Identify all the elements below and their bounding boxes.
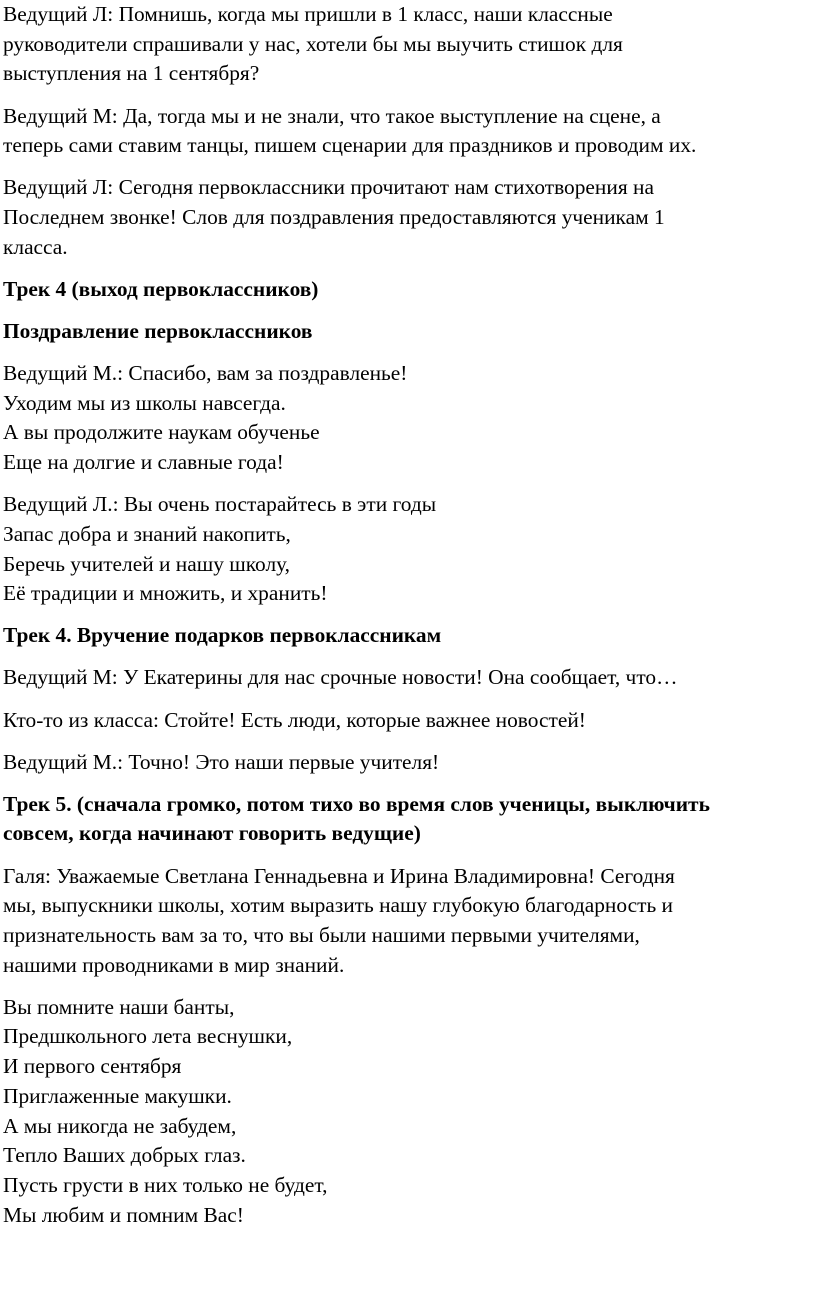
verse-line: Ведущий Л.: Вы очень постарайтесь в эти годы: [3, 492, 437, 517]
text-line: Ведущий М: Да, тогда мы и не знали, что такое выступление на сцене, а: [3, 103, 661, 128]
text-line: Ведущий М: У Екатерины для нас срочные новости! Она сообщает, что…: [3, 665, 678, 690]
text-line: выступления на 1 сентября?: [3, 61, 260, 86]
verse-line: Тепло Ваших добрых глаз.: [3, 1143, 246, 1168]
text-line: Ведущий М.: Точно! Это наши первые учителя!: [3, 749, 440, 774]
heading-text: Трек 5. (сначала громко, потом тихо во время слов ученицы, выключить: [3, 791, 710, 816]
text-line: нашими проводниками в мир знаний.: [3, 952, 345, 977]
heading-text: Трек 4 (выход первоклассников): [3, 276, 319, 301]
paragraph-host-l-announcement: [3, 173, 813, 262]
verse-line: А вы продолжите наукам обученье: [3, 420, 320, 445]
verse-line: Вы помните наши банты,: [3, 994, 235, 1019]
verse-line: А мы никогда не забудем,: [3, 1113, 237, 1138]
heading-congratulations: [3, 317, 813, 347]
paragraph-host-m-teachers: [3, 748, 813, 778]
verse-line: Беречь учителей и нашу школу,: [3, 551, 291, 576]
text-line: Последнем звонке! Слов для поздравления предоставляются ученикам 1: [3, 205, 665, 229]
verse-line: Ведущий М.: Спасибо, вам за поздравленье!: [3, 360, 408, 385]
heading-track-4-entrance: [3, 275, 813, 305]
text-line: Ведущий Л: Сегодня первоклассники прочитают нам стихотворения на: [3, 175, 654, 200]
verse-teachers-poem: [3, 993, 813, 1231]
verse-host-m: [3, 359, 813, 478]
heading-text: Трек 4. Вручение подарков первоклассникам: [3, 623, 442, 648]
paragraph-host-l-intro: [3, 0, 813, 89]
heading-text: совсем, когда начинают говорить ведущие): [3, 821, 421, 846]
heading-track-5: [3, 790, 813, 849]
verse-line: Уходим мы из школы навсегда.: [3, 390, 286, 415]
verse-line: Приглаженные макушки.: [3, 1083, 232, 1108]
verse-line: Её традиции и множить, и хранить!: [3, 581, 328, 606]
text-line: руководители спрашивали у нас, хотели бы мы выучить стишок для: [3, 31, 623, 56]
paragraph-host-m-reply: [3, 102, 813, 161]
verse-host-l: [3, 490, 813, 609]
heading-text: Поздравление первоклассников: [3, 318, 313, 343]
verse-line: Еще на долгие и славные года!: [3, 450, 284, 475]
text-line: теперь сами ставим танцы, пишем сценарии для праздников и проводим их.: [3, 133, 697, 158]
text-line: мы, выпускники школы, хотим выразить нашу глубокую благодарность и: [3, 893, 674, 918]
text-line: Ведущий Л: Помнишь, когда мы пришли в 1 класс, наши классные: [3, 2, 613, 26]
paragraph-host-m-news: [3, 663, 813, 693]
verse-line: Мы любим и помним Вас!: [3, 1202, 244, 1227]
heading-track-4-gifts: [3, 621, 813, 651]
verse-line: И первого сентября: [3, 1054, 182, 1079]
verse-line: Пусть грусти в них только не будет,: [3, 1172, 328, 1197]
text-line: признательность вам за то, что вы были нашими первыми учителями,: [3, 922, 640, 947]
text-line: класса.: [3, 234, 68, 259]
text-line: Галя: Уважаемые Светлана Геннадьевна и Ирина Владимировна! Сегодня: [3, 863, 675, 888]
paragraph-classmate: [3, 706, 813, 736]
verse-line: Запас добра и знаний накопить,: [3, 521, 291, 546]
paragraph-galya-speech: [3, 862, 813, 981]
text-line: Кто-то из класса: Стойте! Есть люди, которые важнее новостей!: [3, 707, 586, 732]
verse-line: Предшкольного лета веснушки,: [3, 1024, 293, 1049]
document-page: [3, 0, 813, 1243]
